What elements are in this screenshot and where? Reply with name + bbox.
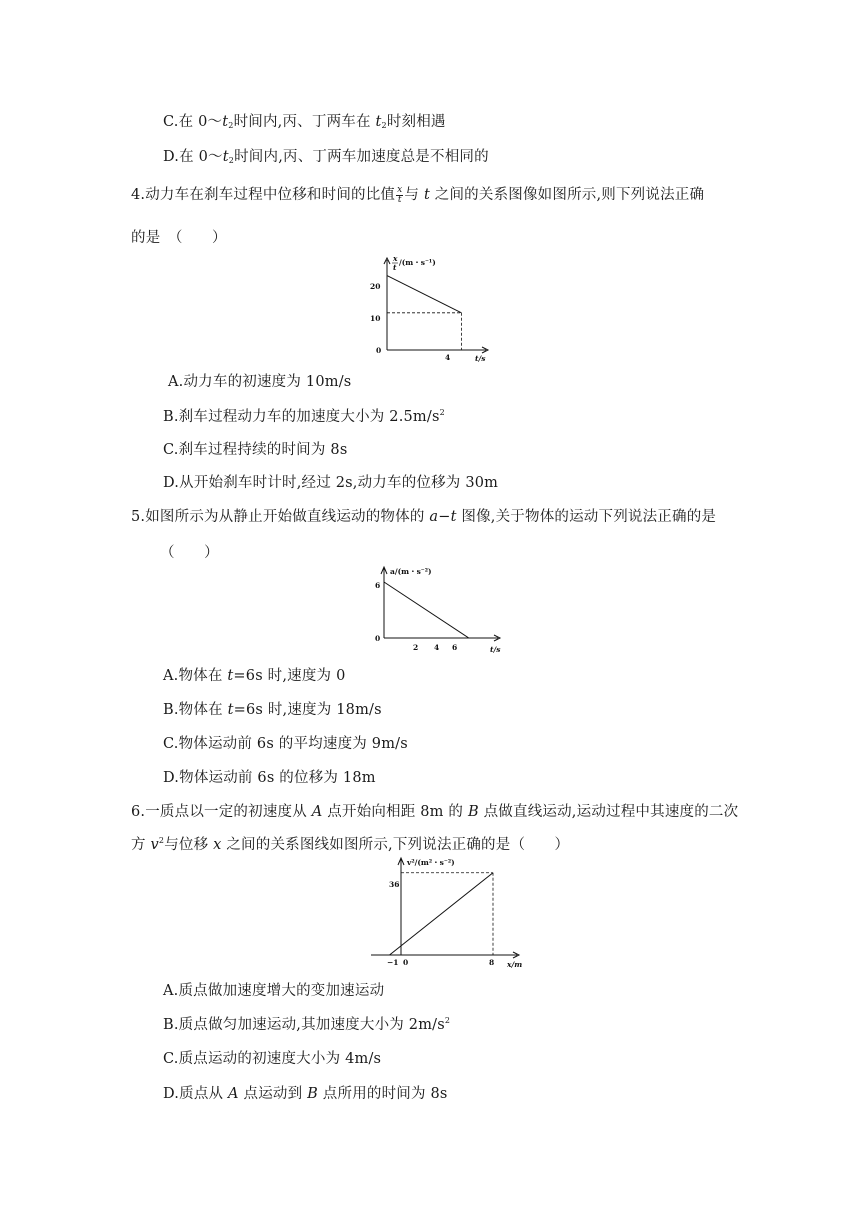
- q3-d-t: t: [222, 149, 229, 165]
- q4-option-a: A.动力车的初速度为 10m/s: [168, 374, 352, 390]
- q4-ytick-20: 20: [370, 282, 381, 291]
- q6-xtick-8: 8: [489, 958, 495, 967]
- q6-A: A: [311, 804, 323, 820]
- q4-xtick-4: 4: [445, 353, 451, 362]
- q6-ylabel: v²/(m²・s⁻²): [407, 858, 455, 867]
- q5-ylabel: a/(m・s⁻²): [390, 567, 432, 576]
- q6-option-d: [163, 1082, 448, 1103]
- q4-b-text: B.刹车过程动力车的加速度大小为 2.5m/s: [163, 409, 440, 425]
- q5-b-post: =6s 时,速度为 18m/s: [233, 702, 382, 718]
- q5-option-b: [163, 698, 382, 719]
- q3-c-t: t: [222, 114, 229, 130]
- q4-ylabel-den: t: [393, 263, 397, 272]
- q3-d-sub: 2: [228, 156, 235, 165]
- q6-stem-part1: 6.一质点以一定的初速度从: [131, 804, 312, 820]
- q3-option-c: [163, 110, 446, 131]
- q6-stem: [131, 800, 738, 821]
- q6-chart: [365, 853, 530, 973]
- q5-a: a: [429, 509, 439, 525]
- q6-stem-part2: 点开始向相距 8m 的: [322, 804, 468, 820]
- q5-option-a: [163, 664, 346, 685]
- q6-stem-part3: 点做直线运动,运动过程中其速度的二次: [478, 804, 739, 820]
- q4-ytick-0: 0: [376, 346, 382, 355]
- q4-t: t: [423, 187, 430, 203]
- q4-stem: [131, 183, 704, 205]
- q4-option-b: [163, 405, 445, 426]
- q6-option-a: A.质点做加速度增大的变加速运动: [163, 983, 385, 999]
- q5-stem: [131, 505, 716, 526]
- q6-option-b: [163, 1013, 450, 1034]
- q6-B: B: [467, 804, 479, 820]
- q4-axes: [384, 258, 488, 353]
- q6-v: v: [150, 837, 159, 853]
- q6-option-c: C.质点运动的初速度大小为 4m/s: [163, 1051, 382, 1067]
- q5-a-pre: A.物体在: [163, 668, 228, 684]
- q6-xtick-neg1: −1: [387, 958, 399, 967]
- q3-d-prefix: D.在 0～: [163, 149, 223, 165]
- q6-b-sup: 2: [444, 1016, 451, 1025]
- q4-stem-part2: 与: [404, 187, 424, 203]
- q5-xtick-4: 4: [434, 643, 440, 652]
- q4-ytick-10: 10: [370, 314, 381, 323]
- q5-xtick-6: 6: [452, 643, 458, 652]
- q5-option-d: D.物体运动前 6s 的位移为 18m: [163, 770, 376, 786]
- q5-data-line: [384, 582, 469, 638]
- q3-c-t2: t: [375, 114, 382, 130]
- q5-a-t: t: [227, 668, 234, 684]
- q4-frac-den: t: [397, 194, 402, 205]
- q5-b-pre: B.物体在: [163, 702, 228, 718]
- q5-option-c: C.物体运动前 6s 的平均速度为 9m/s: [163, 736, 408, 752]
- q5-plot: [384, 582, 469, 638]
- q6-d-post: 点所用的时间为 8s: [317, 1086, 448, 1102]
- q6-plot: [390, 873, 494, 955]
- q4-frac-num: x: [397, 184, 403, 195]
- q6-d-pre: D.质点从: [163, 1086, 229, 1102]
- q5-ytick-6: 6: [375, 581, 381, 590]
- q4-ylabel-units: /(m・s⁻¹): [399, 258, 436, 267]
- q4-b-sup: 2: [439, 408, 445, 417]
- q5-a-post: =6s 时,速度为 0: [233, 668, 346, 684]
- q5-xtick-2: 2: [413, 643, 419, 652]
- q5-chart: [366, 562, 516, 657]
- q4-option-c: C.刹车过程持续的时间为 8s: [163, 442, 348, 458]
- q6-d-B: B: [307, 1086, 318, 1102]
- q5-stem-part1: 5.如图所示为从静止开始做直线运动的物体的: [131, 509, 430, 525]
- q4-chart: [362, 250, 502, 365]
- q3-c-mid: 时间内,丙、丁两车在: [233, 114, 376, 130]
- q4-ylabel-num: x: [393, 254, 398, 263]
- q4-plot: [387, 276, 461, 350]
- q5-b-t: t: [227, 702, 234, 718]
- q5-dash: −: [438, 509, 451, 525]
- q3-c-prefix: C.在 0～: [163, 114, 223, 130]
- q5-stem-line2: （ ）: [160, 545, 219, 561]
- q6-x: x: [213, 837, 222, 853]
- q5-t: t: [450, 509, 457, 525]
- q4-ratio-fraction: [396, 186, 403, 205]
- q6-xlabel: x/m: [507, 960, 523, 969]
- q4-stem-part1: 4.动力车在刹车过程中位移和时间的比值: [131, 187, 396, 203]
- q6-v-sup: 2: [158, 836, 165, 845]
- q4-stem-line2: 的是 （ ）: [131, 230, 227, 246]
- q6-l2-mid: 与位移: [164, 837, 214, 853]
- q4-stem-part3: 之间的关系图像如图所示,则下列说法正确: [429, 187, 705, 203]
- q5-stem-part2: 图像,关于物体的运动下列说法正确的是: [456, 509, 717, 525]
- q3-c-sub2: 2: [381, 121, 387, 130]
- q3-c-sub: 2: [228, 121, 234, 130]
- q4-xlabel: t/s: [475, 354, 486, 363]
- q6-l2-post: 之间的关系图线如图所示,下列说法正确的是（ ）: [221, 837, 570, 853]
- q3-d-suffix: 时间内,丙、丁两车加速度总是不相同的: [234, 149, 489, 165]
- q6-xtick-0: 0: [403, 958, 409, 967]
- q6-d-A: A: [228, 1086, 239, 1102]
- q5-ytick-0: 0: [375, 634, 381, 643]
- q3-option-d: [163, 145, 489, 166]
- q6-l2-pre: 方: [131, 837, 151, 853]
- q4-option-d: D.从开始刹车时计时,经过 2s,动力车的位移为 30m: [163, 475, 499, 491]
- q6-ytick-36: 36: [389, 880, 400, 889]
- q6-stem-line2: [131, 833, 569, 854]
- q5-xlabel: t/s: [490, 645, 501, 654]
- q3-c-suffix: 时刻相遇: [386, 114, 446, 130]
- q6-data-line: [390, 873, 494, 955]
- q6-d-mid: 点运动到: [238, 1086, 308, 1102]
- q6-b-text: B.质点做匀加速运动,其加速度大小为 2m/s: [163, 1017, 445, 1033]
- q4-data-line: [387, 276, 461, 313]
